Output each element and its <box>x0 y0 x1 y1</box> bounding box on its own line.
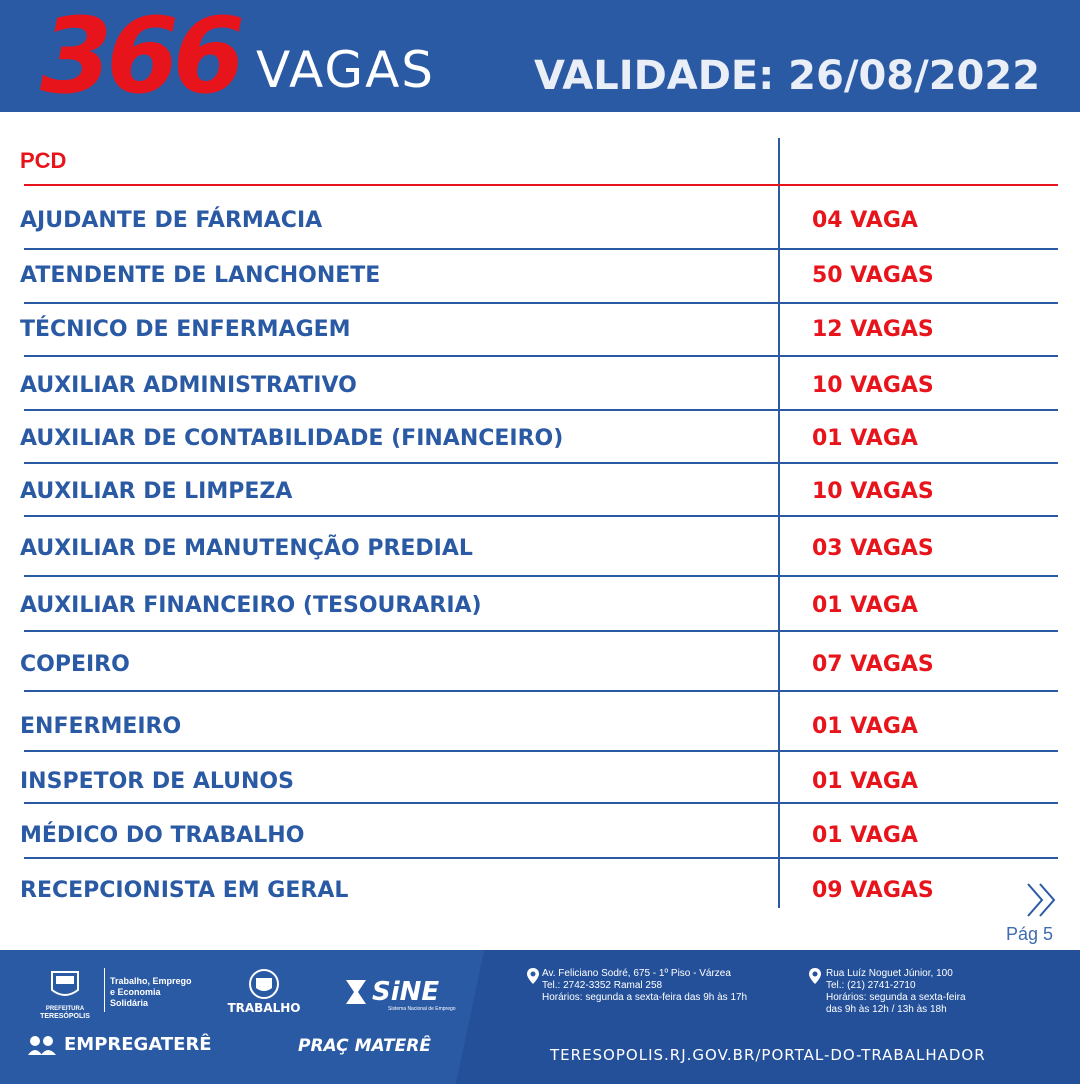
people-icon <box>26 1035 58 1055</box>
vacancy-count: 366 <box>40 0 240 117</box>
row-divider <box>24 750 1058 752</box>
row-divider <box>24 462 1058 464</box>
jobs-table <box>0 112 1080 912</box>
footer <box>0 950 1080 1084</box>
section-label-pcd: PCD <box>20 148 67 173</box>
svg-text:Sistema Nacional de Emprego: Sistema Nacional de Emprego <box>388 1006 456 1012</box>
job-title: AJUDANTE DE FÁRMACIA <box>20 208 323 233</box>
job-title: AUXILIAR FINANCEIRO (TESOURARIA) <box>20 593 482 618</box>
job-quantity: 04 VAGA <box>812 208 918 233</box>
job-quantity: 01 VAGA <box>812 714 918 739</box>
table-row <box>0 420 1080 460</box>
job-quantity: 01 VAGA <box>812 823 918 848</box>
job-quantity: 10 VAGAS <box>812 373 934 398</box>
job-title: ATENDENTE DE LANCHONETE <box>20 263 381 288</box>
vagas-word: VAGAS <box>256 41 436 99</box>
row-divider <box>24 515 1058 517</box>
row-divider <box>24 248 1058 250</box>
row-divider <box>24 302 1058 304</box>
row-divider <box>24 857 1058 859</box>
table-row <box>0 872 1080 912</box>
row-divider <box>24 355 1058 357</box>
table-row <box>0 311 1080 351</box>
row-divider <box>24 409 1058 411</box>
job-title: TÉCNICO DE ENFERMAGEM <box>20 317 351 342</box>
pracatere-logo: PRAÇ MATERÊ <box>298 1036 431 1056</box>
sine-logo-icon <box>344 974 460 1012</box>
portal-url-link[interactable]: TERESOPOLIS.RJ.GOV.BR/PORTAL-DO-TRABALHADOR <box>550 1046 986 1064</box>
job-title: INSPETOR DE ALUNOS <box>20 769 294 794</box>
job-quantity: 12 VAGAS <box>812 317 934 342</box>
row-divider <box>24 802 1058 804</box>
section-divider <box>24 184 1058 186</box>
empregatere-logo: EMPREGATERÊ <box>26 1034 212 1055</box>
location-pin-icon <box>809 968 821 984</box>
location-pin-icon <box>527 968 539 984</box>
trabalho-logo-icon <box>226 966 306 1018</box>
table-row <box>0 817 1080 857</box>
row-divider <box>24 690 1058 692</box>
page-number: Pág 5 <box>1006 924 1054 944</box>
table-row <box>0 202 1080 242</box>
job-quantity: 10 VAGAS <box>812 479 934 504</box>
job-title: AUXILIAR DE LIMPEZA <box>20 479 293 504</box>
job-quantity: 01 VAGA <box>812 426 918 451</box>
table-row <box>0 708 1080 748</box>
svg-text:SiNE: SiNE <box>372 977 440 1007</box>
job-quantity: 07 VAGAS <box>812 652 934 677</box>
job-title: AUXILIAR DE CONTABILIDADE (FINANCEIRO) <box>20 426 564 451</box>
job-quantity: 50 VAGAS <box>812 263 934 288</box>
validity-date: VALIDADE: 26/08/2022 <box>534 53 1041 99</box>
svg-text:TRABALHO: TRABALHO <box>227 1001 301 1015</box>
prefeitura-crest-icon <box>28 968 102 1020</box>
table-row <box>0 367 1080 407</box>
table-row <box>0 473 1080 513</box>
table-row <box>0 530 1080 570</box>
table-row <box>0 763 1080 803</box>
row-divider <box>24 630 1058 632</box>
job-title: AUXILIAR ADMINISTRATIVO <box>20 373 357 398</box>
table-row <box>0 257 1080 297</box>
svg-text:TERESÓPOLIS: TERESÓPOLIS <box>40 1013 90 1020</box>
job-quantity: 01 VAGA <box>812 769 918 794</box>
address-noguet: Rua Luíz Noguet Júnior, 100 Tel.: (21) 2741-2710 Horários: segunda a sexta-feira das 9h às 12h / 13h às 18h <box>826 968 966 1015</box>
job-quantity: 03 VAGAS <box>812 536 934 561</box>
header-bar <box>0 0 1080 117</box>
job-quantity: 01 VAGA <box>812 593 918 618</box>
table-row <box>0 646 1080 686</box>
table-row <box>0 587 1080 627</box>
job-quantity: 09 VAGAS <box>812 878 934 903</box>
row-divider <box>24 575 1058 577</box>
address-varzea: Av. Feliciano Sodré, 675 - 1º Piso - Várzea Tel.: 2742-3352 Ramal 258 Horários: segunda a sexta-feira das 9h às 17h <box>542 968 748 1003</box>
svg-text:PREFEITURA: PREFEITURA <box>45 1006 85 1012</box>
job-title: ENFERMEIRO <box>20 714 182 739</box>
double-chevron-right-icon[interactable] <box>1024 880 1060 920</box>
job-title: RECEPCIONISTA EM GERAL <box>20 878 349 903</box>
job-title: COPEIRO <box>20 652 130 677</box>
logo-divider <box>104 968 105 1012</box>
job-title: AUXILIAR DE MANUTENÇÃO PREDIAL <box>20 536 473 561</box>
job-title: MÉDICO DO TRABALHO <box>20 823 305 848</box>
secretaria-name: Trabalho, Emprego e Economia Solidária <box>110 976 192 1008</box>
